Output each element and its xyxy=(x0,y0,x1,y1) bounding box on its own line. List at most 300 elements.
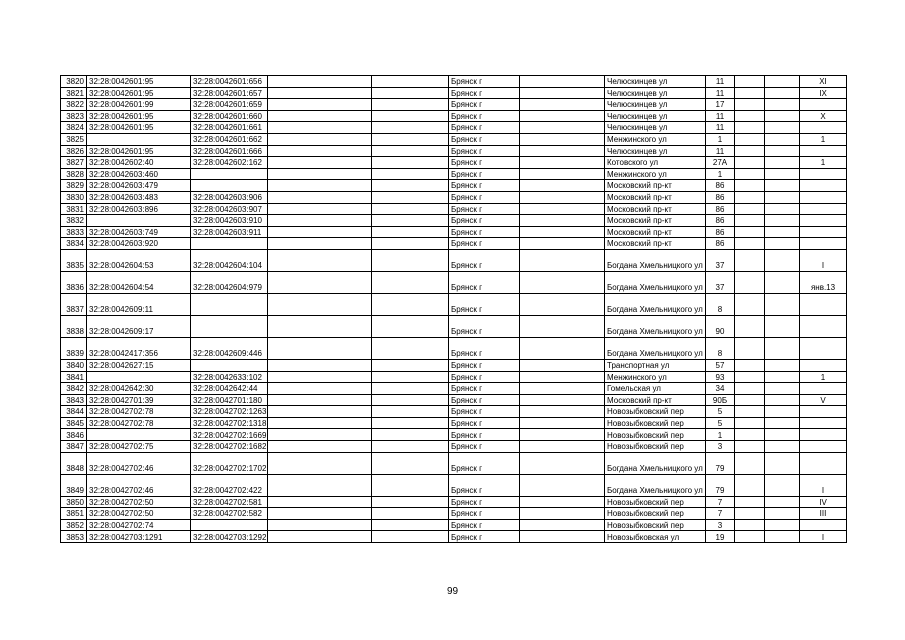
cell-city: Брянск г xyxy=(449,226,520,238)
cell-object-number: 32:28:0042702:1263 xyxy=(191,406,268,418)
cell-col-5 xyxy=(372,238,449,250)
cell-premises: XI xyxy=(800,76,847,88)
cell-house-number: 86 xyxy=(706,215,735,227)
cell-col-5 xyxy=(372,383,449,395)
cell-house-number: 5 xyxy=(706,417,735,429)
cell-col-10 xyxy=(735,315,765,337)
cell-col-4 xyxy=(268,249,372,271)
cell-col-11 xyxy=(765,87,800,99)
cell-col-10 xyxy=(735,531,765,543)
cell-city: Брянск г xyxy=(449,87,520,99)
table-row xyxy=(61,249,847,271)
cell-object-number: 32:28:0042601:656 xyxy=(191,76,268,88)
cell-premises xyxy=(800,122,847,134)
cell-city: Брянск г xyxy=(449,496,520,508)
cell-col-10 xyxy=(735,474,765,496)
cell-col-10 xyxy=(735,145,765,157)
cell-premises: 1 xyxy=(800,371,847,383)
cell-col-7 xyxy=(520,249,605,271)
cell-city: Брянск г xyxy=(449,394,520,406)
cell-col-11 xyxy=(765,191,800,203)
cell-col-7 xyxy=(520,99,605,111)
cell-row-number: 3822 xyxy=(61,99,87,111)
cell-col-11 xyxy=(765,441,800,453)
table-row xyxy=(61,87,847,99)
cell-col-5 xyxy=(372,215,449,227)
table-row xyxy=(61,519,847,531)
table-row xyxy=(61,406,847,418)
cell-col-7 xyxy=(520,180,605,192)
cell-premises xyxy=(800,145,847,157)
cell-col-4 xyxy=(268,359,372,371)
cell-house-number: 11 xyxy=(706,87,735,99)
cell-object-number: 32:28:0042702:1702 xyxy=(191,452,268,474)
cell-row-number: 3848 xyxy=(61,452,87,474)
cell-cadastral-number: 32:28:0042603:483 xyxy=(87,191,191,203)
table-row xyxy=(61,383,847,395)
cell-object-number: 32:28:0042603:907 xyxy=(191,203,268,215)
cell-cadastral-number: 32:28:0042604:53 xyxy=(87,249,191,271)
cell-house-number: 86 xyxy=(706,238,735,250)
cell-col-7 xyxy=(520,271,605,293)
cell-object-number xyxy=(191,315,268,337)
cell-col-11 xyxy=(765,417,800,429)
cell-object-number xyxy=(191,168,268,180)
cell-col-7 xyxy=(520,519,605,531)
cell-cadastral-number: 32:28:0042601:95 xyxy=(87,87,191,99)
cell-premises xyxy=(800,315,847,337)
cell-city: Брянск г xyxy=(449,315,520,337)
cell-col-5 xyxy=(372,271,449,293)
cell-city: Брянск г xyxy=(449,133,520,145)
cell-city: Брянск г xyxy=(449,508,520,520)
cell-premises: 1 xyxy=(800,133,847,145)
cell-cadastral-number: 32:28:0042602:40 xyxy=(87,157,191,169)
cell-col-11 xyxy=(765,406,800,418)
cell-cadastral-number: 32:28:0042703:1291 xyxy=(87,531,191,543)
cell-premises: янв.13 xyxy=(800,271,847,293)
cell-premises xyxy=(800,238,847,250)
cell-object-number: 32:28:0042702:581 xyxy=(191,496,268,508)
cell-premises xyxy=(800,406,847,418)
cell-col-5 xyxy=(372,394,449,406)
cell-premises: I xyxy=(800,531,847,543)
cell-row-number: 3837 xyxy=(61,293,87,315)
cell-col-4 xyxy=(268,394,372,406)
table-row xyxy=(61,315,847,337)
cell-col-4 xyxy=(268,110,372,122)
cell-col-10 xyxy=(735,383,765,395)
cell-city: Брянск г xyxy=(449,238,520,250)
cell-col-7 xyxy=(520,215,605,227)
cell-object-number: 32:28:0042604:104 xyxy=(191,249,268,271)
cell-street: Московский пр-кт xyxy=(605,394,706,406)
cell-col-7 xyxy=(520,359,605,371)
cell-street: Челюскинцев ул xyxy=(605,110,706,122)
cell-house-number: 93 xyxy=(706,371,735,383)
cell-cadastral-number: 32:28:0042601:95 xyxy=(87,76,191,88)
cell-col-11 xyxy=(765,383,800,395)
cell-object-number: 32:28:0042601:657 xyxy=(191,87,268,99)
cell-col-5 xyxy=(372,508,449,520)
cell-col-4 xyxy=(268,271,372,293)
cell-object-number: 32:28:0042601:660 xyxy=(191,110,268,122)
cell-cadastral-number: 32:28:0042417:356 xyxy=(87,337,191,359)
cell-row-number: 3820 xyxy=(61,76,87,88)
cell-row-number: 3827 xyxy=(61,157,87,169)
cell-col-7 xyxy=(520,110,605,122)
cell-col-10 xyxy=(735,441,765,453)
cell-col-11 xyxy=(765,215,800,227)
cell-col-4 xyxy=(268,87,372,99)
cell-premises xyxy=(800,180,847,192)
cell-street: Московский пр-кт xyxy=(605,180,706,192)
cell-row-number: 3838 xyxy=(61,315,87,337)
cell-city: Брянск г xyxy=(449,110,520,122)
cell-city: Брянск г xyxy=(449,122,520,134)
cell-house-number: 90 xyxy=(706,315,735,337)
cell-col-4 xyxy=(268,371,372,383)
cell-col-4 xyxy=(268,157,372,169)
cell-col-11 xyxy=(765,76,800,88)
cell-city: Брянск г xyxy=(449,406,520,418)
cell-premises: X xyxy=(800,110,847,122)
cell-cadastral-number: 32:28:0042603:920 xyxy=(87,238,191,250)
cell-street: Московский пр-кт xyxy=(605,238,706,250)
cell-cadastral-number: 32:28:0042702:50 xyxy=(87,496,191,508)
table-row xyxy=(61,110,847,122)
cell-col-11 xyxy=(765,371,800,383)
cell-row-number: 3830 xyxy=(61,191,87,203)
table-row xyxy=(61,76,847,88)
cell-col-4 xyxy=(268,238,372,250)
cell-street: Новозыбковский пер xyxy=(605,429,706,441)
cell-col-10 xyxy=(735,359,765,371)
cell-col-10 xyxy=(735,496,765,508)
cell-col-7 xyxy=(520,406,605,418)
cell-object-number: 32:28:0042601:666 xyxy=(191,145,268,157)
cell-cadastral-number: 32:28:0042702:75 xyxy=(87,441,191,453)
cell-house-number: 7 xyxy=(706,508,735,520)
cell-row-number: 3836 xyxy=(61,271,87,293)
cell-object-number: 32:28:0042603:906 xyxy=(191,191,268,203)
cell-col-11 xyxy=(765,226,800,238)
cell-col-5 xyxy=(372,519,449,531)
cell-house-number: 8 xyxy=(706,337,735,359)
cell-premises: 1 xyxy=(800,157,847,169)
cell-object-number: 32:28:0042604:979 xyxy=(191,271,268,293)
cell-row-number: 3849 xyxy=(61,474,87,496)
cell-street: Московский пр-кт xyxy=(605,191,706,203)
cell-col-10 xyxy=(735,168,765,180)
cell-row-number: 3821 xyxy=(61,87,87,99)
cell-col-7 xyxy=(520,238,605,250)
cell-col-10 xyxy=(735,180,765,192)
cell-row-number: 3839 xyxy=(61,337,87,359)
cell-col-11 xyxy=(765,496,800,508)
cell-col-5 xyxy=(372,226,449,238)
cell-col-11 xyxy=(765,293,800,315)
cell-cadastral-number: 32:28:0042609:17 xyxy=(87,315,191,337)
cell-object-number: 32:28:0042602:162 xyxy=(191,157,268,169)
cell-object-number xyxy=(191,359,268,371)
cell-col-7 xyxy=(520,76,605,88)
cell-col-5 xyxy=(372,168,449,180)
cell-col-10 xyxy=(735,417,765,429)
cell-street: Московский пр-кт xyxy=(605,226,706,238)
table-row xyxy=(61,531,847,543)
cell-street: Новозыбковский пер xyxy=(605,519,706,531)
cell-row-number: 3844 xyxy=(61,406,87,418)
cell-house-number: 79 xyxy=(706,452,735,474)
cell-street: Новозыбковский пер xyxy=(605,508,706,520)
cell-col-10 xyxy=(735,215,765,227)
cell-city: Брянск г xyxy=(449,371,520,383)
cell-col-11 xyxy=(765,508,800,520)
cell-col-4 xyxy=(268,417,372,429)
cell-col-11 xyxy=(765,168,800,180)
cell-house-number: 1 xyxy=(706,168,735,180)
cell-cadastral-number: 32:28:0042601:95 xyxy=(87,145,191,157)
cell-city: Брянск г xyxy=(449,168,520,180)
cell-cadastral-number: 32:28:0042603:460 xyxy=(87,168,191,180)
cell-col-7 xyxy=(520,87,605,99)
table-row xyxy=(61,429,847,441)
cell-col-7 xyxy=(520,371,605,383)
table-row xyxy=(61,452,847,474)
cell-col-10 xyxy=(735,249,765,271)
cell-col-7 xyxy=(520,508,605,520)
cell-col-10 xyxy=(735,203,765,215)
cell-cadastral-number: 32:28:0042642:30 xyxy=(87,383,191,395)
cell-col-4 xyxy=(268,293,372,315)
cell-col-10 xyxy=(735,76,765,88)
table-row xyxy=(61,394,847,406)
cell-col-4 xyxy=(268,203,372,215)
cell-city: Брянск г xyxy=(449,157,520,169)
cell-col-10 xyxy=(735,157,765,169)
cell-col-5 xyxy=(372,133,449,145)
cell-premises xyxy=(800,452,847,474)
cell-cadastral-number xyxy=(87,429,191,441)
cell-premises: I xyxy=(800,474,847,496)
cell-street: Богдана Хмельницкого ул xyxy=(605,474,706,496)
cell-col-7 xyxy=(520,337,605,359)
cell-col-4 xyxy=(268,168,372,180)
cell-col-7 xyxy=(520,133,605,145)
cell-street: Челюскинцев ул xyxy=(605,145,706,157)
cell-premises: III xyxy=(800,508,847,520)
cell-city: Брянск г xyxy=(449,429,520,441)
cell-col-4 xyxy=(268,508,372,520)
cell-col-7 xyxy=(520,226,605,238)
cell-col-4 xyxy=(268,441,372,453)
cell-object-number: 32:28:0042702:582 xyxy=(191,508,268,520)
cell-col-10 xyxy=(735,406,765,418)
cell-col-5 xyxy=(372,87,449,99)
cell-house-number: 1 xyxy=(706,429,735,441)
cell-col-11 xyxy=(765,203,800,215)
table-row xyxy=(61,417,847,429)
cell-col-4 xyxy=(268,76,372,88)
cell-col-10 xyxy=(735,110,765,122)
cell-premises: IV xyxy=(800,496,847,508)
table-row xyxy=(61,168,847,180)
cell-col-10 xyxy=(735,87,765,99)
cell-col-5 xyxy=(372,145,449,157)
cell-street: Богдана Хмельницкого ул xyxy=(605,315,706,337)
cell-col-11 xyxy=(765,122,800,134)
cell-col-7 xyxy=(520,452,605,474)
cell-col-7 xyxy=(520,417,605,429)
cell-col-5 xyxy=(372,203,449,215)
cell-premises xyxy=(800,337,847,359)
cell-col-11 xyxy=(765,145,800,157)
cell-city: Брянск г xyxy=(449,76,520,88)
cell-object-number: 32:28:0042603:911 xyxy=(191,226,268,238)
cell-house-number: 11 xyxy=(706,145,735,157)
table-row xyxy=(61,359,847,371)
cell-row-number: 3841 xyxy=(61,371,87,383)
cell-street: Богдана Хмельницкого ул xyxy=(605,337,706,359)
cell-house-number: 11 xyxy=(706,110,735,122)
cell-row-number: 3845 xyxy=(61,417,87,429)
cell-cadastral-number: 32:28:0042603:749 xyxy=(87,226,191,238)
table-row xyxy=(61,157,847,169)
cell-col-10 xyxy=(735,122,765,134)
cell-street: Менжинского ул xyxy=(605,168,706,180)
table-row xyxy=(61,226,847,238)
cell-city: Брянск г xyxy=(449,337,520,359)
cell-premises xyxy=(800,383,847,395)
cell-object-number: 32:28:0042702:1318 xyxy=(191,417,268,429)
cell-premises xyxy=(800,99,847,111)
cell-col-5 xyxy=(372,359,449,371)
cell-col-7 xyxy=(520,203,605,215)
cell-col-10 xyxy=(735,271,765,293)
cell-street: Богдана Хмельницкого ул xyxy=(605,452,706,474)
cell-col-10 xyxy=(735,508,765,520)
cell-row-number: 3828 xyxy=(61,168,87,180)
cell-col-11 xyxy=(765,99,800,111)
cell-col-4 xyxy=(268,383,372,395)
cell-city: Брянск г xyxy=(449,359,520,371)
registry-table xyxy=(60,75,847,543)
cell-street: Богдана Хмельницкого ул xyxy=(605,271,706,293)
cell-col-4 xyxy=(268,315,372,337)
cell-object-number: 32:28:0042601:659 xyxy=(191,99,268,111)
cell-cadastral-number: 32:28:0042609:11 xyxy=(87,293,191,315)
cell-object-number: 32:28:0042633:102 xyxy=(191,371,268,383)
table-row xyxy=(61,203,847,215)
cell-object-number: 32:28:0042702:1669 xyxy=(191,429,268,441)
cell-street: Московский пр-кт xyxy=(605,215,706,227)
cell-col-4 xyxy=(268,337,372,359)
cell-col-10 xyxy=(735,133,765,145)
cell-cadastral-number: 32:28:0042702:78 xyxy=(87,406,191,418)
table-row xyxy=(61,122,847,134)
cell-col-11 xyxy=(765,271,800,293)
cell-col-10 xyxy=(735,191,765,203)
cell-house-number: 3 xyxy=(706,519,735,531)
cell-premises xyxy=(800,359,847,371)
cell-col-4 xyxy=(268,122,372,134)
cell-city: Брянск г xyxy=(449,215,520,227)
cell-object-number xyxy=(191,180,268,192)
cell-col-7 xyxy=(520,122,605,134)
cell-col-4 xyxy=(268,519,372,531)
cell-cadastral-number xyxy=(87,371,191,383)
cell-col-5 xyxy=(372,315,449,337)
cell-col-7 xyxy=(520,191,605,203)
cell-col-5 xyxy=(372,371,449,383)
cell-col-11 xyxy=(765,474,800,496)
table-row xyxy=(61,508,847,520)
cell-col-7 xyxy=(520,441,605,453)
cell-object-number: 32:28:0042601:662 xyxy=(191,133,268,145)
cell-city: Брянск г xyxy=(449,293,520,315)
cell-col-4 xyxy=(268,180,372,192)
cell-col-10 xyxy=(735,99,765,111)
cell-col-11 xyxy=(765,315,800,337)
cell-col-10 xyxy=(735,293,765,315)
cell-col-7 xyxy=(520,474,605,496)
cell-cadastral-number xyxy=(87,215,191,227)
cell-col-11 xyxy=(765,429,800,441)
cell-city: Брянск г xyxy=(449,417,520,429)
cell-house-number: 79 xyxy=(706,474,735,496)
cell-object-number: 32:28:0042701:180 xyxy=(191,394,268,406)
cell-street: Московский пр-кт xyxy=(605,203,706,215)
cell-street: Богдана Хмельницкого ул xyxy=(605,293,706,315)
cell-col-10 xyxy=(735,337,765,359)
cell-cadastral-number: 32:28:0042603:896 xyxy=(87,203,191,215)
cell-city: Брянск г xyxy=(449,99,520,111)
cell-col-7 xyxy=(520,383,605,395)
cell-row-number: 3823 xyxy=(61,110,87,122)
table-row xyxy=(61,191,847,203)
cell-col-5 xyxy=(372,293,449,315)
cell-col-11 xyxy=(765,337,800,359)
cell-col-11 xyxy=(765,519,800,531)
cell-col-10 xyxy=(735,371,765,383)
cell-city: Брянск г xyxy=(449,452,520,474)
cell-street: Транспортная ул xyxy=(605,359,706,371)
cell-col-4 xyxy=(268,215,372,227)
cell-row-number: 3847 xyxy=(61,441,87,453)
cell-cadastral-number: 32:28:0042627:15 xyxy=(87,359,191,371)
cell-object-number: 32:28:0042702:1682 xyxy=(191,441,268,453)
cell-premises: IX xyxy=(800,87,847,99)
cell-col-5 xyxy=(372,496,449,508)
cell-street: Богдана Хмельницкого ул xyxy=(605,249,706,271)
cell-premises xyxy=(800,293,847,315)
cell-city: Брянск г xyxy=(449,271,520,293)
cell-premises: I xyxy=(800,249,847,271)
cell-col-11 xyxy=(765,249,800,271)
cell-cadastral-number: 32:28:0042601:99 xyxy=(87,99,191,111)
cell-house-number: 34 xyxy=(706,383,735,395)
cell-col-4 xyxy=(268,99,372,111)
cell-row-number: 3829 xyxy=(61,180,87,192)
cell-col-5 xyxy=(372,99,449,111)
cell-premises xyxy=(800,191,847,203)
cell-col-11 xyxy=(765,531,800,543)
cell-cadastral-number xyxy=(87,133,191,145)
cell-col-4 xyxy=(268,226,372,238)
cell-cadastral-number: 32:28:0042603:479 xyxy=(87,180,191,192)
cell-house-number: 5 xyxy=(706,406,735,418)
